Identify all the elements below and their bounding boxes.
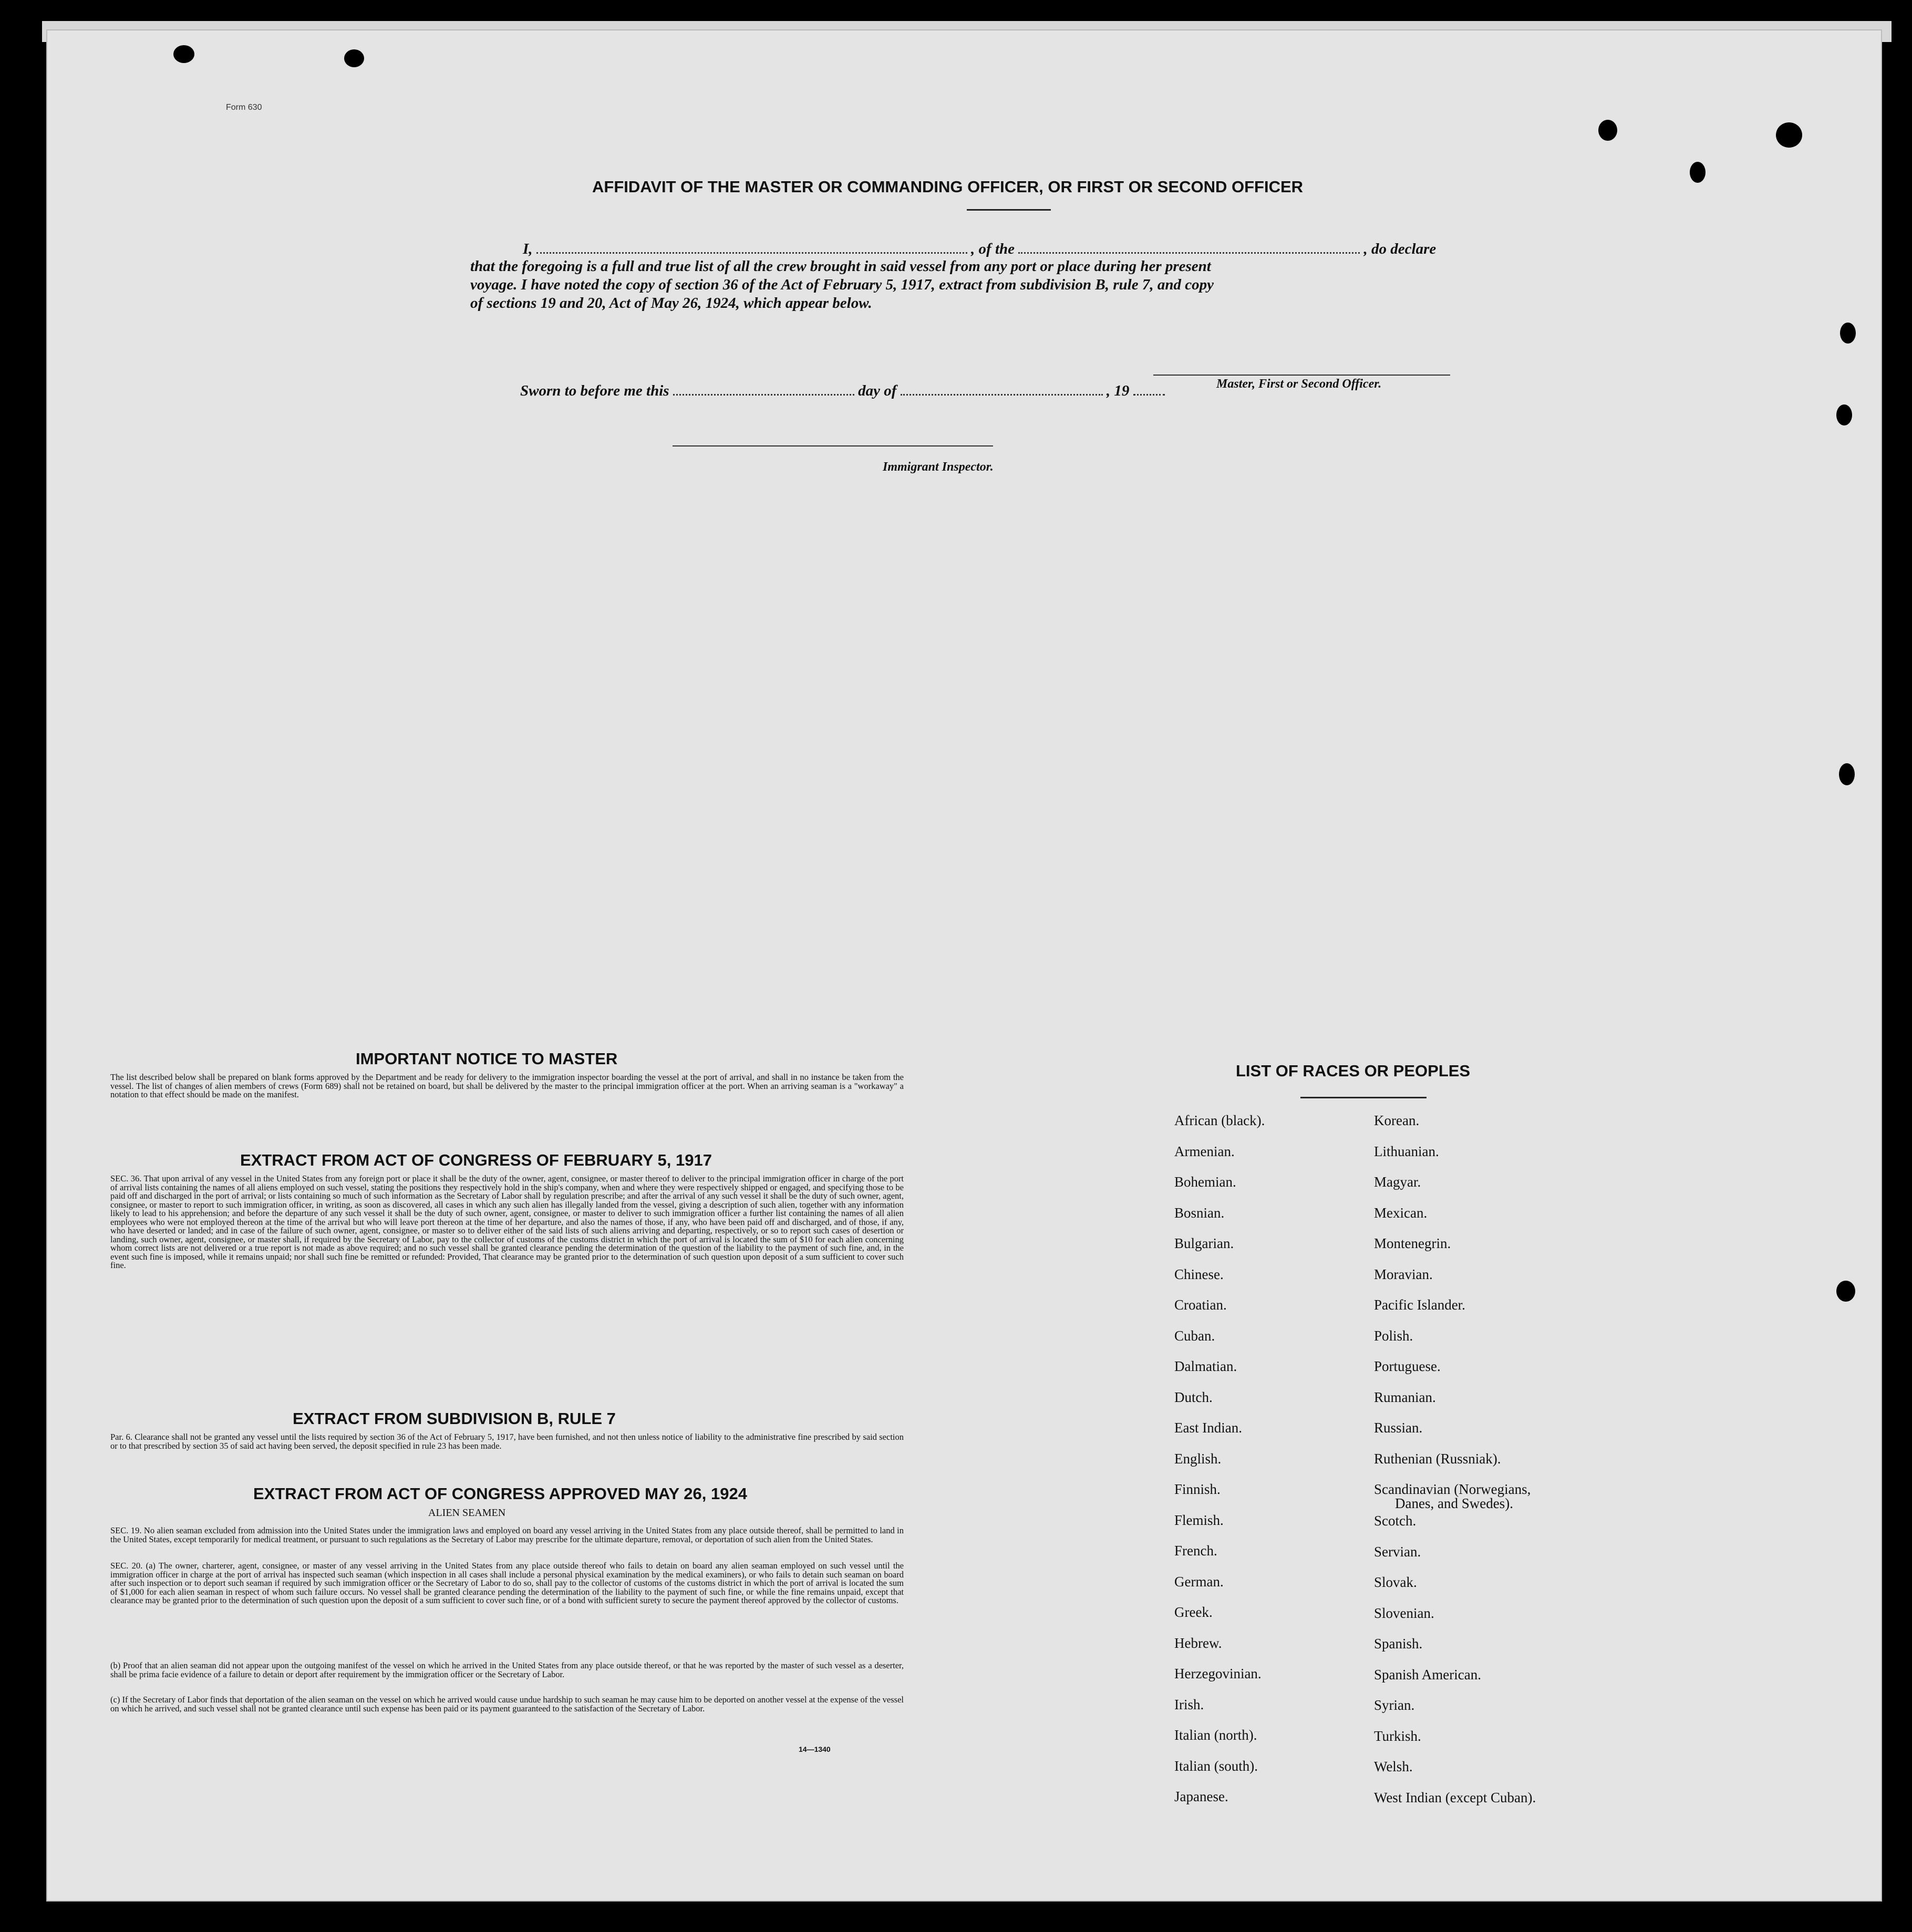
race-item: Portuguese. [1374, 1358, 1441, 1374]
race-item: Spanish American. [1374, 1666, 1481, 1682]
punch-hole [1836, 1281, 1855, 1302]
race-item: Bulgarian. [1174, 1235, 1234, 1251]
name-blank[interactable] [536, 252, 967, 254]
race-item: Moravian. [1374, 1266, 1433, 1282]
year-label: , 19 [1106, 382, 1130, 399]
races-title: LIST OF RACES OR PEOPLES [1236, 1062, 1471, 1080]
punch-hole [344, 49, 364, 67]
race-item: Rumanian. [1374, 1389, 1436, 1405]
race-item: Dalmatian. [1174, 1358, 1237, 1374]
race-item: Lithuanian. [1374, 1143, 1439, 1159]
extract-1917-title: EXTRACT FROM ACT OF CONGRESS OF FEBRUARY 5, 1917 [240, 1151, 712, 1169]
race-item: Herzegovinian. [1174, 1666, 1262, 1681]
print-code: 14—1340 [799, 1745, 831, 1753]
race-item: East Indian. [1174, 1420, 1242, 1436]
race-item: Bosnian. [1174, 1204, 1225, 1221]
punch-hole [173, 45, 194, 63]
race-item: Japanese. [1174, 1789, 1228, 1804]
race-item: Russian. [1374, 1420, 1423, 1436]
vessel-blank[interactable] [1018, 252, 1360, 254]
affidavit-line-2: voyage. I have noted the copy of section 36 of the Act of February 5, 1917, extract from subdivision B, rule 7, and copy [470, 276, 1214, 293]
race-item: Magyar. [1374, 1174, 1421, 1190]
i-label: I, [523, 241, 533, 257]
rule7-text: Par. 6. Clearance shall not be granted any vessel until the lists required by section 36 of the Act of February 5, 1917, have been furnished, and not then unless notice of liability to the administrative fine prescribed by said section or to that prescribed by section 35 of said act having been served, the deposit specified in rule 23 has been made. [110, 1432, 904, 1451]
race-item-continuation: Danes, and Swedes). [1395, 1495, 1513, 1511]
do-declare-label: , do declare [1363, 241, 1436, 257]
of-the-label: , of the [971, 241, 1015, 257]
race-item: Korean. [1374, 1113, 1420, 1128]
race-item: Polish. [1374, 1327, 1413, 1344]
race-item: Hebrew. [1174, 1635, 1222, 1651]
races-right-column [1374, 1113, 1536, 1820]
punch-hole [1839, 763, 1855, 785]
day-of-label: day of [858, 382, 897, 399]
rule7-title: EXTRACT FROM SUBDIVISION B, RULE 7 [293, 1409, 616, 1428]
form-number: Form 630 [226, 103, 262, 112]
punch-hole [1690, 162, 1706, 183]
extract-1924-subtitle: ALIEN SEAMEN [428, 1507, 506, 1519]
race-item: Syrian. [1374, 1697, 1415, 1713]
extract-1917-text: SEC. 36. That upon arrival of any vessel in the United States from any foreign port or place it shall be the duty of the owner, agent, consignee, or master thereof to deliver to the principal immigration officer in charge of the port of arrival lists containing the names of all aliens employed on such vessel, stating the positions they respectively hold in the ship's company, when and where they were respectively shipped or engaged, and specifying those to be paid off and discharged in the port of arrival; or lists containing so much of such information as the Secretary of Labor shall by regulation prescribe; and after the arrival of any such vessel it shall be the duty of such owner, agent, consignee, or master to report to such immigration officer, in writing, as soon as discovered, all cases in which any such alien has illegally landed from the vessel, giving a description of such alien, together with any information likely to lead to his apprehension; and before the departure of any such vessel it shall be the duty of such owner, agent, consignee, or master to deliver to such immigration officer a further list containing the names of all alien employees who were not employed thereon at the time of the arrival but who will leave port thereon at the time of her departure, and also the names of those, if any, who have been paid off and discharged, and of those, if any, who have deserted or landed; and in case of the failure of such owner, agent, consignee, or master so to deliver either of the said lists of such aliens arriving and departing, respectively, or so to report such cases of desertion or landing, such owner, agent, consignee, or master shall, if required by the Secretary of Labor, pay to the collector of customs of the customs district in which the port of arrival is located the sum of $10 for each alien concerning whom correct lists are not delivered or a true report is not made as above required; and no such vessel shall be granted clearance pending the determination of the question of the liability to the payment of such fine, and, in the event such fine is imposed, while it remains unpaid; nor shall such fine be remitted or refunded: Provided, That clearance may be granted prior to the determination of such question upon deposit of a sum sufficient to cover such fine. [110, 1173, 904, 1270]
race-item: English. [1174, 1450, 1222, 1467]
race-item: Finnish. [1174, 1481, 1221, 1497]
punch-hole [1776, 122, 1802, 148]
race-item: African (black). [1174, 1113, 1265, 1128]
inspector-signature-line[interactable] [673, 445, 993, 446]
race-item: Chinese. [1174, 1266, 1224, 1282]
sworn-label: Sworn to before me this [520, 382, 669, 399]
race-item: Italian (south). [1174, 1758, 1258, 1774]
race-item: Scotch. [1374, 1513, 1417, 1529]
race-item: Servian. [1374, 1543, 1421, 1560]
punch-hole [1836, 404, 1852, 425]
race-item: Slovak. [1374, 1574, 1417, 1590]
sworn-line [520, 382, 1165, 400]
race-item: Dutch. [1174, 1389, 1213, 1405]
notice-title: IMPORTANT NOTICE TO MASTER [356, 1050, 618, 1068]
punch-hole [1598, 120, 1617, 141]
year-blank[interactable] [1133, 394, 1165, 396]
race-item: Cuban. [1174, 1327, 1215, 1344]
race-item: Slovenian. [1374, 1605, 1434, 1621]
extract-1924-sec20a: SEC. 20. (a) The owner, charterer, agent, consignee, or master of any vessel arriving in the United States from any place outside thereof who fails to detain on board any alien seaman employed on such vessel until the immigration officer in charge at the port of arrival has inspected such seaman (which inspection in all cases shall include a personal physical examination by the medical examiners), or who fails to detain such seaman on board after such inspection or to deport such seaman if required by such immigration officer or the Secretary of Labor to do so, shall pay to the collector of customs of the customs district in which the port of arrival is located the sum of $1,000 for each alien seaman in respect of whom such failure occurs. No vessel shall be granted clearance pending the determination of the liability to the payment of such fine, or while the fine remains unpaid, except that clearance may be granted prior to the determination of such question upon the deposit of a sum sufficient to cover such fine, or of a bond with sufficient surety to secure the payment thereof approved by the collector of customs. [110, 1561, 904, 1605]
race-item: Scandinavian (Norwegians, Danes, and Swedes). [1374, 1481, 1536, 1513]
day-blank[interactable] [673, 394, 854, 396]
race-item: Bohemian. [1174, 1174, 1236, 1190]
affidavit-title: AFFIDAVIT OF THE MASTER OR COMMANDING OFFICER, OR FIRST OR SECOND OFFICER [592, 178, 1304, 196]
races-rule [1300, 1097, 1427, 1098]
race-item: Pacific Islander. [1374, 1297, 1465, 1313]
race-item: German. [1174, 1573, 1224, 1590]
race-item: West Indian (except Cuban). [1374, 1789, 1536, 1805]
race-item: Italian (north). [1174, 1727, 1257, 1743]
master-label: Master, First or Second Officer. [1216, 377, 1382, 391]
race-item: French. [1174, 1543, 1217, 1559]
race-item: Mexican. [1374, 1204, 1428, 1221]
master-signature-line[interactable] [1153, 375, 1450, 376]
affidavit-line-1: that the foregoing is a full and true list of all the crew brought in said vessel from any port or place during her present [470, 258, 1211, 275]
extract-1924-sec20c: (c) If the Secretary of Labor finds that deportation of the alien seaman on the vessel on which he arrived would cause undue hardship to such seaman he may cause him to be deported on another vessel at the expense of the vessel on which he arrived, and such vessel shall not be granted clearance until such expense has been paid or its payment guaranteed to the satisfaction of the Secretary of Labor. [110, 1695, 904, 1713]
race-item: Irish. [1174, 1696, 1204, 1712]
affidavit-line-i [523, 241, 1436, 258]
race-item: Flemish. [1174, 1512, 1224, 1528]
race-item: Armenian. [1174, 1143, 1235, 1159]
notice-text: The list described below shall be prepared on blank forms approved by the Department and be ready for delivery to the immigration inspector boarding the vessel at the port of arrival, and shall in no instance be taken from the vessel. The list of changes of alien members of crews (Form 689) shall not be retained on board, but shall be delivered by the master to the principal immigration officer at the port. When an arriving seaman is a "workaway" a notation to that effect should be made on the manifest. [110, 1072, 904, 1099]
race-item: Spanish. [1374, 1636, 1423, 1651]
race-item: Ruthenian (Russniak). [1374, 1450, 1501, 1467]
form-sheet [47, 30, 1881, 1900]
race-item: Montenegrin. [1374, 1235, 1451, 1251]
punch-hole [1840, 323, 1856, 344]
month-blank[interactable] [901, 394, 1103, 396]
affidavit-line-3: of sections 19 and 20, Act of May 26, 1924, which appear below. [470, 295, 872, 311]
extract-1924-title: EXTRACT FROM ACT OF CONGRESS APPROVED MAY 26, 1924 [253, 1484, 747, 1503]
races-left-column [1174, 1113, 1265, 1820]
race-item: Greek. [1174, 1604, 1213, 1620]
race-item: Croatian. [1174, 1297, 1227, 1313]
race-item: Turkish. [1374, 1728, 1421, 1744]
inspector-label: Immigrant Inspector. [883, 460, 994, 474]
extract-1924-sec19: SEC. 19. No alien seaman excluded from admission into the United States under the immigration laws and employed on board any vessel arriving in the United States from any place outside thereof, shall be permitted to land in the United States, except temporarily for medical treatment, or pursuant to such regulations as the Secretary of Labor may prescribe for the ultimate departure, removal, or deportation of such alien from the United States. [110, 1525, 904, 1544]
race-item: Welsh. [1374, 1759, 1413, 1774]
title-rule [967, 209, 1051, 211]
extract-1924-sec20b: (b) Proof that an alien seaman did not appear upon the outgoing manifest of the vessel on which he arrived in the United States from any place outside thereof, or that he was reported by the master of such vessel as a deserter, shall be prima facie evidence of a failure to detain or deport after requirement by the immigration officer or the Secretary of Labor. [110, 1660, 904, 1679]
